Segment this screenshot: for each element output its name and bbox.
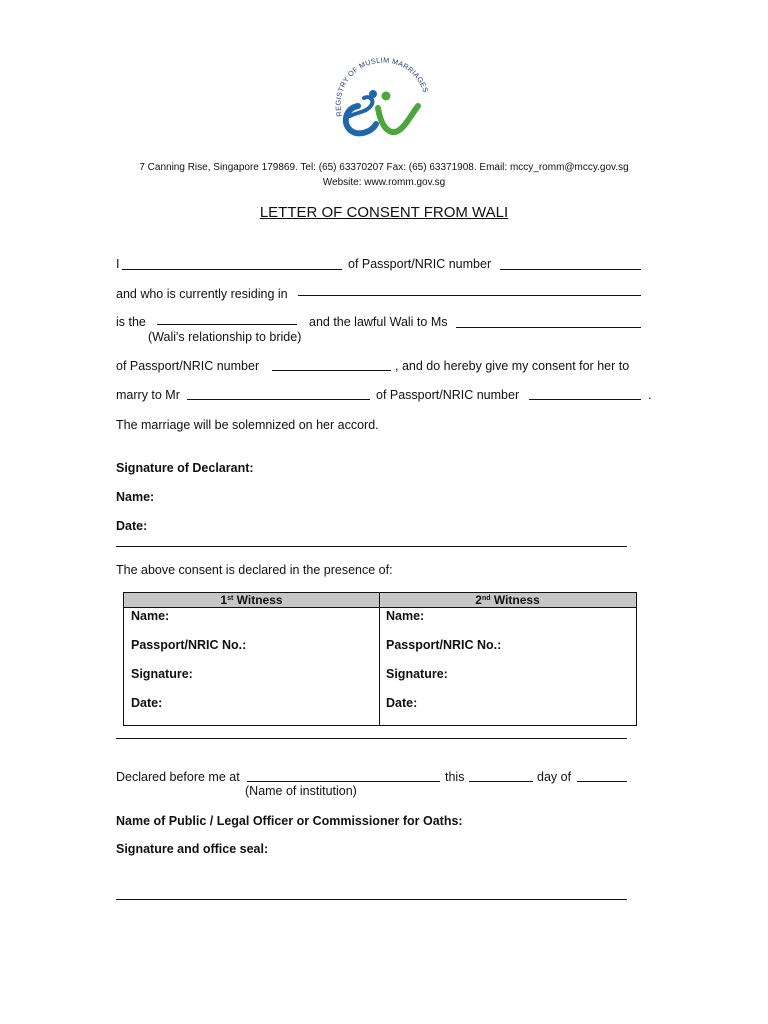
wali-passport-field[interactable] [500, 256, 641, 270]
office-seal-label: Signature and office seal: [116, 842, 269, 856]
section-divider [116, 546, 627, 547]
solemnized-text: The marriage will be solemnized on her accord. [116, 418, 379, 432]
line4-passport-label: of Passport/NRIC number [116, 359, 260, 373]
line4-consent-text: , and do hereby give my consent for her to [395, 359, 630, 373]
logo-arc-text: REGISTRY OF MUSLIM MARRIAGES [333, 55, 431, 118]
witness2-signature-label: Signature: [386, 667, 448, 681]
witness1-date-label: Date: [131, 696, 163, 710]
line2-residing-label: and who is currently residing in [116, 287, 288, 301]
declared-day-of-label: day of [537, 770, 572, 784]
address-line: 7 Canning Rise, Singapore 179869. Tel: (65) 63370207 Fax: (65) 63371908. Email: mccy_romm@mccy.gov.sg [139, 162, 629, 173]
website-line: Website: www.romm.gov.sg [322, 177, 446, 188]
day-field[interactable] [469, 768, 533, 782]
institution-caption: (Name of institution) [245, 784, 357, 798]
month-field[interactable] [577, 768, 627, 782]
witness-table [123, 592, 637, 726]
wali-name-field[interactable] [122, 256, 342, 270]
line1-passport-label: of Passport/NRIC number [348, 257, 492, 271]
witness2-date-label: Date: [386, 696, 418, 710]
officer-name-label: Name of Public / Legal Officer or Commissioner for Oaths: [116, 814, 463, 828]
institution-field[interactable] [247, 768, 440, 782]
presence-text: The above consent is declared in the presence of: [116, 563, 393, 577]
declarant-name-label: Name: [116, 490, 155, 504]
declared-this-label: this [445, 770, 465, 784]
relationship-field[interactable] [157, 311, 297, 325]
groom-name-field[interactable] [187, 386, 370, 400]
witness1-passport-label: Passport/NRIC No.: [131, 638, 247, 652]
witness2-name-label: Name: [386, 609, 425, 623]
witness2-passport-label: Passport/NRIC No.: [386, 638, 502, 652]
witness1-name-label: Name: [131, 609, 170, 623]
wali-address-field[interactable] [298, 282, 641, 296]
witness1-signature-label: Signature: [131, 667, 193, 681]
relationship-caption: (Wali's relationship to bride) [148, 330, 302, 344]
bride-name-field[interactable] [456, 314, 641, 328]
bride-passport-field[interactable] [272, 357, 391, 371]
declarant-signature-label: Signature of Declarant: [116, 461, 254, 475]
line5-passport-label: of Passport/NRIC number [376, 388, 520, 402]
declarant-date-label: Date: [116, 519, 148, 533]
document-title: LETTER OF CONSENT FROM WALI [259, 204, 509, 221]
seal-signature-line[interactable] [116, 899, 627, 900]
line5-period: . [648, 388, 652, 402]
line3-wali-label: and the lawful Wali to Ms [309, 315, 448, 329]
section-divider-2 [116, 738, 627, 739]
line3-prefix: is the [116, 315, 146, 329]
line1-prefix: I [116, 257, 120, 271]
romm-logo [328, 52, 432, 140]
line5-prefix: marry to Mr [116, 388, 180, 402]
declared-before-label: Declared before me at [116, 770, 240, 784]
groom-passport-field[interactable] [529, 386, 641, 400]
witness1-header: 1st Witness [220, 593, 283, 607]
witness2-header: 2nd Witness [475, 593, 540, 607]
